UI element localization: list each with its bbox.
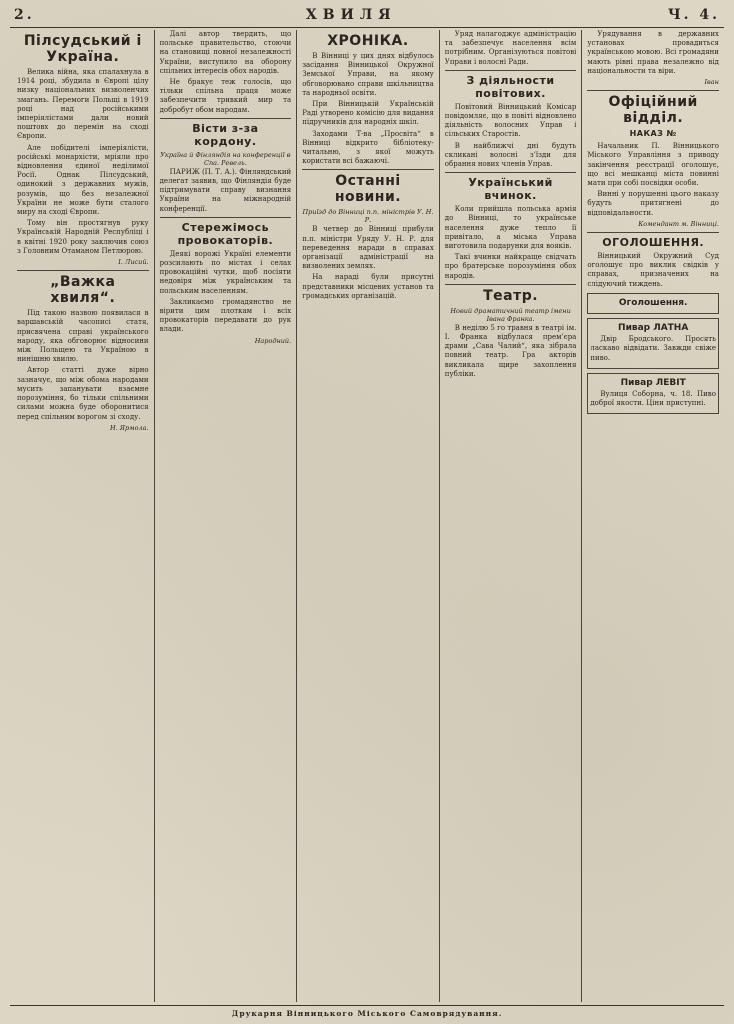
divider <box>17 270 149 271</box>
article-paragraph: Велика війна, яка спалахнула в 1914 році, збудила в Європі цілу низку національних визволенчих змагань. Перемоги Польщі в 1919 році над російськими імперіялістами дали новий поштовх до перемін на сході Європи. <box>17 68 149 141</box>
section-title-chronicle: ХРОНІКА. <box>327 33 409 49</box>
page-header <box>14 6 720 24</box>
article-paragraph: Під такою назвою появилася в варшавській часописі статя, присвячена справі українського народу, яка обговорює відносини між Польщею та Україною в нинішню хвилю. <box>17 309 149 364</box>
article-paragraph: В четвер до Вінниці прибули п.п. міністри Уряду У. Н. Р. для переведення наради в справах організації адміністрації на визволених землях. <box>302 225 434 271</box>
header-rule <box>10 27 724 28</box>
article-signature: Н. Ярмола. <box>110 423 149 432</box>
divider <box>445 284 577 285</box>
ad-title: Пивар ЛАТНА <box>618 323 689 334</box>
article-paragraph: Тому він простягнув руку Українській Народній Республіці і в квітні 1920 року заключив союз з Головним Отаманом Петлюрою. <box>17 219 149 255</box>
ad-text: Двір Бродського. Просять ласкаво відвідати. Завжди свіже пиво. <box>590 335 716 362</box>
article-title-provocateurs: Стережімось провокаторів. <box>177 220 274 247</box>
printer-imprint: Друкарня Вінницького Міського Самоврядування. <box>231 1009 503 1018</box>
article-paragraph: Начальник П. Вінницького Міського Управління з приводу закінчення реєстрації оголошує, що всі мешканці міста повинні мати при собі посвідки особи. <box>587 142 719 188</box>
ad-title: Пивар ЛЕВІТ <box>620 377 686 388</box>
article-paragraph: Деякі ворожі Україні елементи розсилають по містах і селах провокаційні чутки, щоб посіяти недовіря між українським та польським населенням. <box>159 249 292 295</box>
article-paragraph: Вінницький Окружний Суд оголошує про виклик свідків у справах, призначених на слідуючий тиждень. <box>587 252 719 288</box>
article-subtitle: Новий драматичний театр імени Івана Франка. <box>450 306 571 323</box>
article-title-abroad-news: Вісти з-за кордону. <box>192 121 259 148</box>
footer-rule <box>10 1005 724 1006</box>
article-paragraph: Далі автор твердить, що польське правительство, стоючи на становищі повної незалежності України, виступило на оборону спільних інтересів обох народів. <box>159 30 292 75</box>
divider <box>587 232 719 233</box>
ad-title: Оголошення. <box>618 297 688 308</box>
column-3 <box>297 30 440 1002</box>
article-paragraph: Такі вчинки найкраще свідчать про братерське порозуміння обох народів. <box>444 253 577 280</box>
divider <box>445 172 577 173</box>
column-5 <box>582 30 724 1002</box>
page-number: 2. <box>14 7 35 23</box>
article-paragraph: Повітовий Вінницький Комісар повідомляє, що в повіті відновлено діяльність волосних Управ і сільських Старостів. <box>444 102 577 139</box>
article-title-county-activity: З діяльности повітових. <box>466 73 555 100</box>
column-1 <box>12 30 155 1002</box>
article-signature: І. Лисий. <box>118 258 149 267</box>
ad-text: Вулиця Соборна, ч. 18. Пиво доброї якости. Ціни приступні. <box>590 390 716 408</box>
ad-box <box>587 293 719 314</box>
article-paragraph: Коли прийшла польська армія до Вінниці, то українське населення дуже тепло її привітало, а міська Управа виготовила подарунки для вояків. <box>444 205 577 251</box>
article-paragraph: Заходами Т-ва „Просвіта“ в Вінниці відкрито бібліотеку-читальню, з якої можуть користати всі бажаючі. <box>302 129 434 166</box>
article-subtitle: Україна й Фінляндія на конференції в Спа. Ревель. <box>160 150 291 167</box>
article-paragraph: ПАРИЖ (П. Т. А.). Фінляндський делегат заявив, що Фінляндія буде підтримувати справу визнання України на міжнародній конференції. <box>159 167 292 213</box>
ad-box <box>587 318 719 369</box>
article-paragraph: Закликаємо громадянство не вірити цим плоткам і всіх провокаторів передавати до рук влади. <box>159 297 292 334</box>
ad-box <box>587 373 719 415</box>
section-title-latest-news: Останні новини. <box>334 173 402 206</box>
divider <box>160 118 292 119</box>
article-title-ukrainian-deed: Український вчинок. <box>468 176 553 203</box>
article-paragraph: Автор статті дуже вірно зазначує, що між обома народами мусить запанувати взаємне порозуміння, бо тільки спільними силами можна буде оборонитися перед спільним ворогом зі сходу. <box>17 366 149 421</box>
section-title-official: Офіційний відділ. <box>608 94 698 127</box>
divider <box>160 217 292 218</box>
article-paragraph: В найближчі дні будуть скликані волосні з’їзди для обрання нових членів Управ. <box>444 141 577 169</box>
article-paragraph: При Вінницькій Українській Раді утворено комісію для видання підручників для народніх шкіл. <box>302 100 434 127</box>
article-paragraph: На нараді були присутні представники місцевих установ та громадських організацій. <box>302 273 434 300</box>
article-paragraph: Винні у порушенні цього наказу будуть притягнені до відповідальности. <box>587 190 719 217</box>
section-title-announcements: ОГОЛОШЕННЯ. <box>602 236 705 250</box>
article-paragraph: Але побідителі імперіялісти, російські монархісти, мріяли про відновлення єдиної неділимої Росії. Однак Пілсудський, одинокий з державних мужів, розумів, що без незалежної України не може бути сталого миру на сході Європи. <box>17 143 149 217</box>
divider <box>587 90 719 91</box>
column-2 <box>155 30 298 1002</box>
issue-number: Ч. 4. <box>667 7 720 23</box>
masthead-title: ХВИЛЯ <box>305 7 397 23</box>
columns <box>12 30 724 1002</box>
article-subtitle: Приїзд до Вінниці п.п. міністрів У. Н. Р. <box>302 208 434 225</box>
order-title: НАКАЗ № <box>629 129 677 139</box>
article-paragraph: Урядування в державних установах провадиться українською мовою. Всі громадяни мають рівні права незалежно від національности та віри. <box>587 30 719 75</box>
article-signature: Народний. <box>254 336 292 345</box>
divider <box>302 169 434 170</box>
section-title-theatre: Театр. <box>483 287 539 304</box>
article-signature: Комендант м. Вінниці. <box>638 219 719 228</box>
article-title-pilsudsky: Пілсудський і Україна. <box>23 33 142 65</box>
divider <box>445 70 577 71</box>
article-title-hard-wave: „Важка хвиля“. <box>50 274 116 307</box>
article-paragraph: Уряд налагоджує адміністрацію та забезпечує населення всім потрібним. Організуються повітові Управи і волосні Ради. <box>444 30 577 66</box>
article-paragraph: Не бракує теж голосів, що тільки спільна праця може забезпечити тривкий мир та добробут обом народам. <box>159 78 292 114</box>
column-4 <box>440 30 583 1002</box>
article-signature: Іван <box>704 78 719 87</box>
article-paragraph: В Вінниці у цих днях відбулось засідання Вінницької Окружної Земської Управи, на якому обговорювано справи шкільництва та народньої освіти. <box>302 52 434 97</box>
article-paragraph: В неділю 5 го травня в театрі ім. І. Франка відбулася прем’єра драми „Сава Чалий“, яка зібрала повний театр. Гра акторів викликала щире захоплення публіки. <box>444 323 577 378</box>
